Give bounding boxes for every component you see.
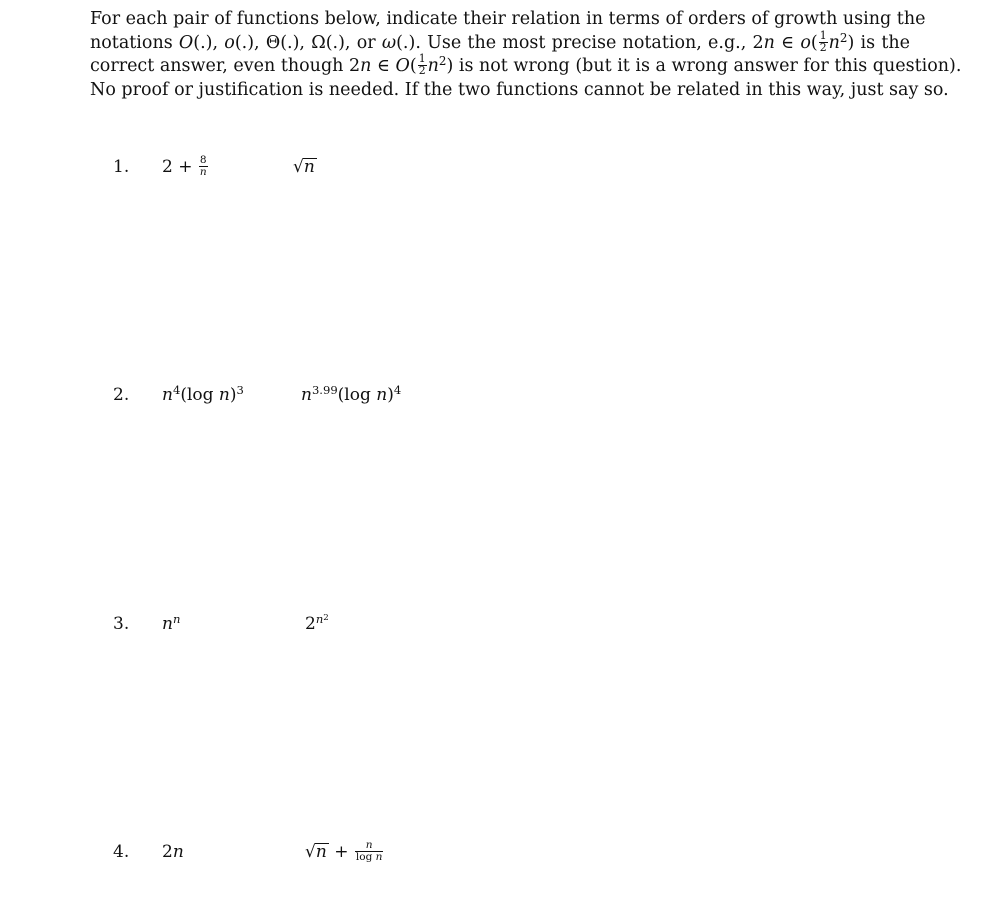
instructions-line-1: For each pair of functions below, indicate their relation in terms of orders of growth using the (90, 9, 926, 29)
instructions-paragraph (90, 8, 962, 102)
function-g: $2^{n^2}$ (305, 612, 329, 634)
function-f: $n^4(\log$ n)$^3$ (162, 383, 244, 405)
problem-3 (0, 612, 1006, 652)
instructions-line-3: correct answer, even though 2n ∈ O( $\frac{1}{2}$ $n^2$) is not wrong (but it is a wrong answer for this question). (90, 52, 962, 77)
problem-number: 2. (113, 385, 130, 405)
function-g: $n^{3.99}(\log$ n)$^4$ (301, 383, 402, 405)
function-f: $n^n$ (162, 612, 181, 634)
instructions-line-2: notations O(.), o(.), Θ(.), Ω(.), or ω(.). Use the most precise notation, e.g., 2n ∈ o( $\frac{1}{2}$ $n^2$) is the (90, 28, 910, 54)
problem-number: 1. (113, 157, 130, 177)
problem-number: 3. (113, 614, 130, 634)
function-f: 2n (162, 842, 184, 862)
function-g: √n (293, 157, 315, 177)
instructions-line-4: No proof or justification is needed. If the two functions cannot be related in this way, just say so. (90, 79, 949, 100)
function-g: √n + $\frac{n}{\text{log n}}$ (305, 839, 383, 863)
problem-1 (0, 155, 1006, 195)
problem-number: 4. (113, 842, 130, 862)
problem-2 (0, 383, 1006, 423)
function-f: 2 + $\frac{8}{n}$ (162, 154, 207, 178)
problem-4 (0, 840, 1006, 880)
